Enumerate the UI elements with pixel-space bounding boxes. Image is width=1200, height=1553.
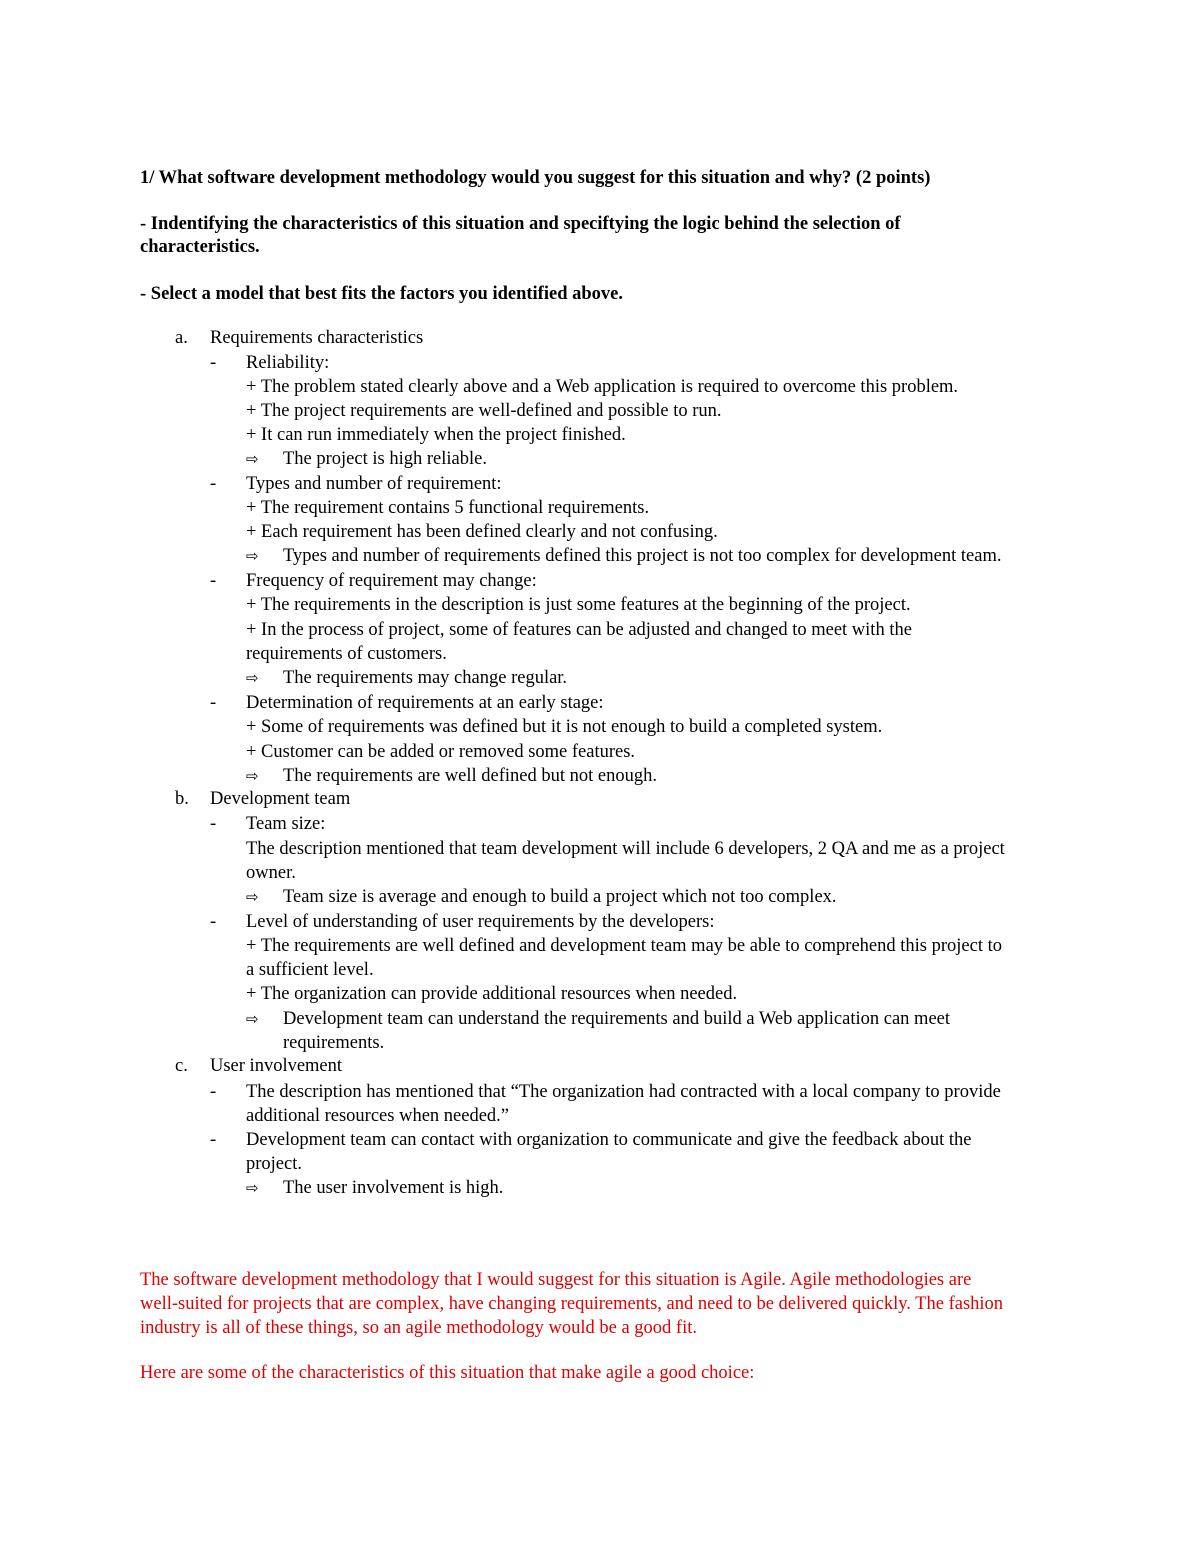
user-involvement-point: Development team can contact with organization to communicate and give the feedback about the xyxy=(246,1130,972,1150)
answer-paragraph-line: well-suited for projects that are complex, have changing requirements, and need to be delivered quickly. The fashion xyxy=(140,1294,1004,1314)
answer-paragraph: The software development methodology that I would suggest for this situation is Agile. Agile methodologies are xyxy=(140,1270,972,1290)
understanding-conclusion-cont: requirements. xyxy=(283,1033,385,1053)
reliability-point: + The project requirements are well-defined and possible to run. xyxy=(246,401,722,421)
frequency-conclusion: The requirements may change regular. xyxy=(283,668,568,688)
bullet-dash: - xyxy=(210,1082,217,1102)
answer-characteristics-intro: Here are some of the characteristics of this situation that make agile a good choice: xyxy=(140,1363,755,1383)
answer-paragraph-line: industry is all of these things, so an agile methodology would be a good fit. xyxy=(140,1318,697,1338)
understanding-conclusion: Development team can understand the requirements and build a Web application can meet xyxy=(283,1009,951,1029)
types-point: + The requirement contains 5 functional requirements. xyxy=(246,498,650,518)
bullet-dash: - xyxy=(210,353,217,373)
reliability-heading: Reliability: xyxy=(246,353,330,373)
frequency-point: + In the process of project, some of features can be adjusted and changed to meet with the xyxy=(246,620,912,640)
user-involvement-point-cont: additional resources when needed.” xyxy=(246,1106,510,1126)
bullet-dash: - xyxy=(210,912,217,932)
arrow-icon: ⇨ xyxy=(246,888,259,906)
bullet-dash: - xyxy=(210,693,217,713)
question-title: 1/ What software development methodology would you suggest for this situation and why? (2 points) xyxy=(140,168,931,188)
types-conclusion: Types and number of requirements defined this project is not too complex for development team. xyxy=(283,546,1002,566)
determination-point: + Some of requirements was defined but it is not enough to build a completed system. xyxy=(246,717,883,737)
instruction-2: - Select a model that best fits the factors you identified above. xyxy=(140,284,623,304)
arrow-icon: ⇨ xyxy=(246,1010,259,1028)
user-involvement-point: The description has mentioned that “The organization had contracted with a local company to provide xyxy=(246,1082,1001,1102)
team-size-text-cont: owner. xyxy=(246,863,296,883)
section-b-title: Development team xyxy=(210,789,351,809)
arrow-icon: ⇨ xyxy=(246,669,259,687)
understanding-point-cont: a sufficient level. xyxy=(246,960,374,980)
reliability-point: + It can run immediately when the project finished. xyxy=(246,425,626,445)
arrow-icon: ⇨ xyxy=(246,767,259,785)
team-size-heading: Team size: xyxy=(246,814,326,834)
reliability-conclusion: The project is high reliable. xyxy=(283,449,487,469)
reliability-point: + The problem stated clearly above and a Web application is required to overcome this problem. xyxy=(246,377,959,397)
determination-heading: Determination of requirements at an early stage: xyxy=(246,693,604,713)
frequency-heading: Frequency of requirement may change: xyxy=(246,571,537,591)
frequency-point-cont: requirements of customers. xyxy=(246,644,447,664)
team-size-conclusion: Team size is average and enough to build a project which not too complex. xyxy=(283,887,837,907)
instruction-1-cont: characteristics. xyxy=(140,237,260,257)
section-a-letter: a. xyxy=(175,328,188,348)
frequency-point: + The requirements in the description is just some features at the beginning of the project. xyxy=(246,595,911,615)
types-heading: Types and number of requirement: xyxy=(246,474,502,494)
user-involvement-point-cont: project. xyxy=(246,1154,302,1174)
determination-point: + Customer can be added or removed some features. xyxy=(246,742,636,762)
understanding-point: + The organization can provide additional resources when needed. xyxy=(246,984,738,1004)
arrow-icon: ⇨ xyxy=(246,547,259,565)
understanding-point: + The requirements are well defined and development team may be able to comprehend this project to xyxy=(246,936,1002,956)
bullet-dash: - xyxy=(210,1130,217,1150)
bullet-dash: - xyxy=(210,474,217,494)
section-c-title: User involvement xyxy=(210,1056,343,1076)
instruction-1: - Indentifying the characteristics of this situation and speciftying the logic behind the selection of xyxy=(140,214,901,234)
team-size-text: The description mentioned that team development will include 6 developers, 2 QA and me as a project xyxy=(246,839,1005,859)
bullet-dash: - xyxy=(210,814,217,834)
arrow-icon: ⇨ xyxy=(246,450,259,468)
bullet-dash: - xyxy=(210,571,217,591)
arrow-icon: ⇨ xyxy=(246,1179,259,1197)
user-involvement-conclusion: The user involvement is high. xyxy=(283,1178,504,1198)
section-c-letter: c. xyxy=(175,1056,188,1076)
types-point: + Each requirement has been defined clearly and not confusing. xyxy=(246,522,718,542)
section-a-title: Requirements characteristics xyxy=(210,328,424,348)
section-b-letter: b. xyxy=(175,789,189,809)
understanding-heading: Level of understanding of user requirements by the developers: xyxy=(246,912,715,932)
determination-conclusion: The requirements are well defined but not enough. xyxy=(283,766,657,786)
